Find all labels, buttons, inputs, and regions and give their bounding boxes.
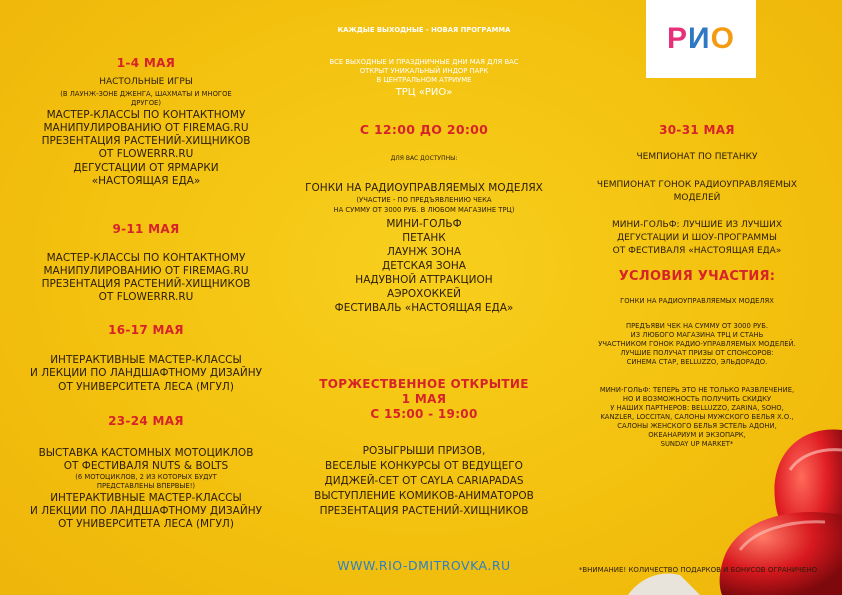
r-line-4: МИНИ-ГОЛЬФ: ЛУЧШИЕ ИЗ ЛУЧШИХ: [611, 220, 783, 230]
s4-line-7: ОТ УНИВЕРСИТЕТА ЛЕСА (МГУЛ): [58, 518, 234, 530]
c-line-9: У НАШИХ ПАРТНЕРОВ: BELLUZZO, ZARINA, SOHO,: [610, 404, 784, 412]
opening-date: 1 МАЯ: [401, 392, 447, 406]
weekly-program-banner: КАЖДЫЕ ВЫХОДНЫЕ - НОВАЯ ПРОГРАММА: [337, 26, 511, 34]
s4-line-2: ОТ ФЕСТИВАЛЯ NUTS & BOLTS: [63, 460, 229, 472]
s4-line-1: ВЫСТАВКА КАСТОМНЫХ МОТОЦИКЛОВ: [38, 447, 254, 459]
s3-line-3: ОТ УНИВЕРСИТЕТА ЛЕСА (МГУЛ): [58, 381, 234, 393]
activity-line-9: АЭРОХОККЕЙ: [387, 288, 461, 300]
c-line-11: САЛОНЫ ЖЕНСКОГО БЕЛЬЯ ЭСТЕЛЬ АДОНИ,: [617, 422, 777, 430]
s2-line-3: ПРЕЗЕНТАЦИЯ РАСТЕНИЙ-ХИЩНИКОВ: [41, 278, 251, 290]
intro-line-4: ТРЦ «РИО»: [395, 87, 453, 98]
c-line-3: ИЗ ЛЮБОГО МАГАЗИНА ТРЦ И СТАНЬ: [630, 331, 764, 339]
s1-line-7: ОТ FLOWERRR.RU: [98, 148, 194, 160]
s1-line-1: НАСТОЛЬНЫЕ ИГРЫ: [99, 77, 193, 87]
footnote: *ВНИМАНИЕ! КОЛИЧЕСТВО ПОДАРКОВ И БОНУСОВ ОГРАНИЧЕНО: [578, 566, 818, 574]
opening-line-5: ПРЕЗЕНТАЦИЯ РАСТЕНИЙ-ХИЩНИКОВ: [319, 505, 529, 517]
activity-line-1: ГОНКИ НА РАДИОУПРАВЛЯЕМЫХ МОДЕЛЯХ: [305, 182, 543, 194]
s1-line-8: ДЕГУСТАЦИИ ОТ ЯРМАРКИ: [73, 162, 219, 174]
rio-logo: [646, 0, 756, 78]
activity-line-5: ПЕТАНК: [402, 232, 446, 244]
logo-letter-3: О: [710, 22, 735, 55]
r-line-5: ДЕГУСТАЦИИ И ШОУ-ПРОГРАММЫ: [617, 233, 777, 243]
c-line-5: ЛУЧШИЕ ПОЛУЧАТ ПРИЗЫ ОТ СПОНСОРОВ:: [620, 349, 774, 357]
intro-line-1: ВСЕ ВЫХОДНЫЕ И ПРАЗДНИЧНЫЕ ДНИ МАЯ ДЛЯ ВАС: [329, 58, 519, 66]
activity-line-7: ДЕТСКАЯ ЗОНА: [382, 260, 466, 272]
website-link[interactable]: WWW.RIO-DMITROVKA.RU: [337, 558, 511, 573]
s1-line-9: «НАСТОЯЩАЯ ЕДА»: [91, 175, 201, 187]
c-line-4: УЧАСТНИКОМ ГОНОК РАДИО-УПРАВЛЯЕМЫХ МОДЕЛЕЙ.: [598, 340, 796, 348]
s2-line-1: МАСТЕР-КЛАССЫ ПО КОНТАКТНОМУ: [46, 252, 246, 264]
activity-line-3: НА СУММУ ОТ 3000 РУБ. В ЛЮБОМ МАГАЗИНЕ ТРЦ): [333, 206, 515, 214]
r-line-3: МОДЕЛЕЙ: [673, 193, 721, 203]
c-line-6: СИНЕМА СТАР, BELLUZZO, ЭЛЬДОРАДО.: [626, 358, 768, 366]
s1-line-4: МАСТЕР-КЛАССЫ ПО КОНТАКТНОМУ: [46, 109, 246, 121]
activity-line-2: (УЧАСТИЕ - ПО ПРЕДЪЯВЛЕНИЮ ЧЕКА: [356, 196, 492, 204]
c-line-10: KANZLER, LOCCITAN, САЛОНЫ МУЖСКОГО БЕЛЬЯ Х.О.,: [600, 413, 794, 421]
logo-letter-2: И: [688, 22, 711, 55]
activity-line-10: ФЕСТИВАЛЬ «НАСТОЯЩАЯ ЕДА»: [334, 302, 514, 314]
s4-line-6: И ЛЕКЦИИ ПО ЛАНДШАФТНОМУ ДИЗАЙНУ: [30, 505, 262, 517]
section-4-title: 23-24 МАЯ: [108, 414, 184, 428]
intro-line-3: В ЦЕНТРАЛЬНОМ АТРИУМЕ: [376, 76, 472, 84]
logo-text: [667, 22, 735, 56]
s1-line-6: ПРЕЗЕНТАЦИЯ РАСТЕНИЙ-ХИЩНИКОВ: [41, 135, 251, 147]
conditions-title: УСЛОВИЯ УЧАСТИЯ:: [618, 269, 776, 284]
opening-time: С 15:00 - 19:00: [370, 407, 478, 421]
available-label: ДЛЯ ВАС ДОСТУПНЫ:: [390, 155, 458, 162]
opening-line-4: ВЫСТУПЛЕНИЕ КОМИКОВ-АНИМАТОРОВ: [314, 490, 534, 502]
s4-line-3: (6 МОТОЦИКЛОВ, 2 ИЗ КОТОРЫХ БУДУТ: [75, 473, 217, 481]
c-line-13: SUNDAY UP MARKET*: [660, 440, 734, 448]
s4-line-4: ПРЕДСТАВЛЕНЫ ВПЕРВЫЕ!): [96, 482, 196, 490]
section-2-title: 9-11 МАЯ: [112, 222, 180, 236]
s4-line-5: ИНТЕРАКТИВНЫЕ МАСТЕР-КЛАССЫ: [50, 492, 242, 504]
intro-line-2: ОТКРЫТ УНИКАЛЬНЫЙ ИНДОР ПАРК: [359, 67, 489, 75]
s1-line-3: ДРУГОЕ): [131, 99, 161, 107]
s1-line-5: МАНИПУЛИРОВАНИЮ ОТ FIREMAG.RU: [43, 122, 249, 134]
section-5-title: 30-31 МАЯ: [659, 123, 735, 137]
c-line-2: ПРЕДЪЯВИ ЧЕК НА СУММУ ОТ 3000 РУБ.: [625, 322, 769, 330]
s1-line-2: (В ЛАУНЖ-ЗОНЕ ДЖЕНГА, ШАХМАТЫ И МНОГОЕ: [60, 90, 232, 98]
r-line-6: ОТ ФЕСТИВАЛЯ «НАСТОЯЩАЯ ЕДА»: [612, 246, 782, 256]
s2-line-2: МАНИПУЛИРОВАНИЮ ОТ FIREMAG.RU: [43, 265, 249, 277]
s3-line-2: И ЛЕКЦИИ ПО ЛАНДШАФТНОМУ ДИЗАЙНУ: [30, 367, 262, 379]
c-line-12: ОКЕАНАРИУМ И ЭКЗОПАРК,: [648, 431, 746, 439]
opening-line-1: РОЗЫГРЫШИ ПРИЗОВ,: [362, 445, 486, 457]
section-1-title: 1-4 МАЯ: [116, 56, 176, 70]
section-3-title: 16-17 МАЯ: [108, 323, 184, 337]
r-line-1: ЧЕМПИОНАТ ПО ПЕТАНКУ: [636, 152, 758, 162]
r-line-2: ЧЕМПИОНАТ ГОНОК РАДИОУПРАВЛЯЕМЫХ: [596, 180, 798, 190]
c-line-1: ГОНКИ НА РАДИОУПРАВЛЯЕМЫХ МОДЕЛЯХ: [620, 297, 774, 305]
hours-title: С 12:00 ДО 20:00: [359, 122, 489, 137]
activity-line-4: МИНИ-ГОЛЬФ: [386, 218, 462, 230]
c-line-8: НО И ВОЗМОЖНОСТЬ ПОЛУЧИТЬ СКИДКУ: [622, 395, 772, 403]
c-line-7: МИНИ-ГОЛЬФ: ТЕПЕРЬ ЭТО НЕ ТОЛЬКО РАЗВЛЕЧЕНИЕ,: [599, 386, 795, 394]
opening-line-2: ВЕСЕЛЫЕ КОНКУРСЫ ОТ ВЕДУЩЕГО: [325, 460, 523, 472]
s3-line-1: ИНТЕРАКТИВНЫЕ МАСТЕР-КЛАССЫ: [50, 354, 242, 366]
activity-line-8: НАДУВНОЙ АТТРАКЦИОН: [355, 274, 493, 286]
logo-letter-1: Р: [667, 22, 689, 55]
s2-line-4: ОТ FLOWERRR.RU: [98, 291, 194, 303]
opening-title: ТОРЖЕСТВЕННОЕ ОТКРЫТИЕ: [319, 377, 529, 391]
opening-line-3: ДИДЖЕЙ-СЕТ ОТ CAYLA CARIAPADAS: [324, 475, 524, 487]
activity-line-6: ЛАУНЖ ЗОНА: [386, 246, 462, 258]
